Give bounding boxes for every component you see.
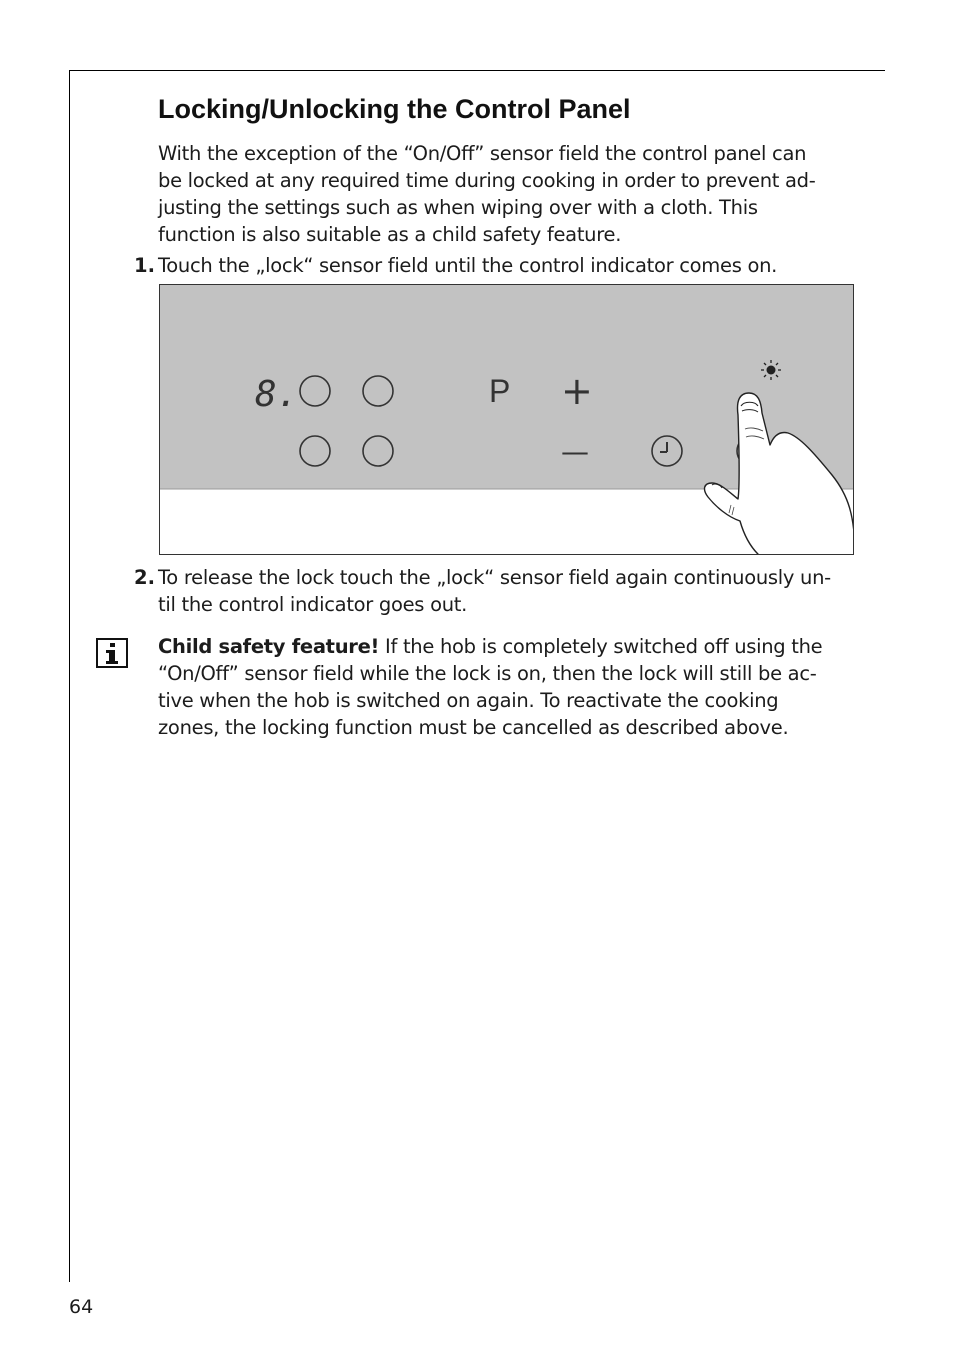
intro-line: function is also suitable as a child safety feature. xyxy=(158,223,622,246)
control-panel-figure xyxy=(159,284,854,555)
step-2-number: 2. xyxy=(134,566,155,589)
child-safety-note xyxy=(158,633,858,741)
note-line-rest: If the hob is completely switched off using the xyxy=(379,635,823,658)
info-icon xyxy=(96,638,128,668)
step-2-line: til the control indicator goes out. xyxy=(158,593,468,616)
intro-line: be locked at any required time during cooking in order to prevent ad- xyxy=(158,169,816,192)
note-line: tive when the hob is switched on again. To reactivate the cooking xyxy=(158,689,779,712)
intro-line: justing the settings such as when wiping over with a cloth. This xyxy=(158,196,758,219)
note-bold-lead: Child safety feature! xyxy=(158,635,380,658)
note-line: zones, the locking function must be cancelled as described above. xyxy=(158,716,789,739)
page-number: 64 xyxy=(69,1296,94,1318)
note-line xyxy=(158,633,858,660)
left-rule xyxy=(69,70,70,1282)
minus-button-symbol: — xyxy=(561,435,589,468)
program-button-label: P xyxy=(489,373,511,409)
control-panel-illustration xyxy=(160,285,854,555)
step-2-line: To release the lock touch the „lock“ sensor field again continuously un- xyxy=(158,566,831,589)
plus-button-symbol: + xyxy=(561,369,593,413)
display-digit: 8. xyxy=(255,374,299,415)
step-1-line: Touch the „lock“ sensor field until the control indicator comes on. xyxy=(158,254,778,277)
lock-indicator-icon xyxy=(761,360,781,380)
step-1-number: 1. xyxy=(134,254,155,277)
step-1-text xyxy=(158,252,858,279)
step-2-text xyxy=(158,564,858,618)
top-rule xyxy=(69,70,885,71)
intro-line: With the exception of the “On/Off” sensor field the control panel can xyxy=(158,142,807,165)
page-title: Locking/Unlocking the Control Panel xyxy=(158,94,631,124)
intro-paragraph xyxy=(158,140,858,248)
note-line: “On/Off” sensor field while the lock is on, then the lock will still be ac- xyxy=(158,662,817,685)
